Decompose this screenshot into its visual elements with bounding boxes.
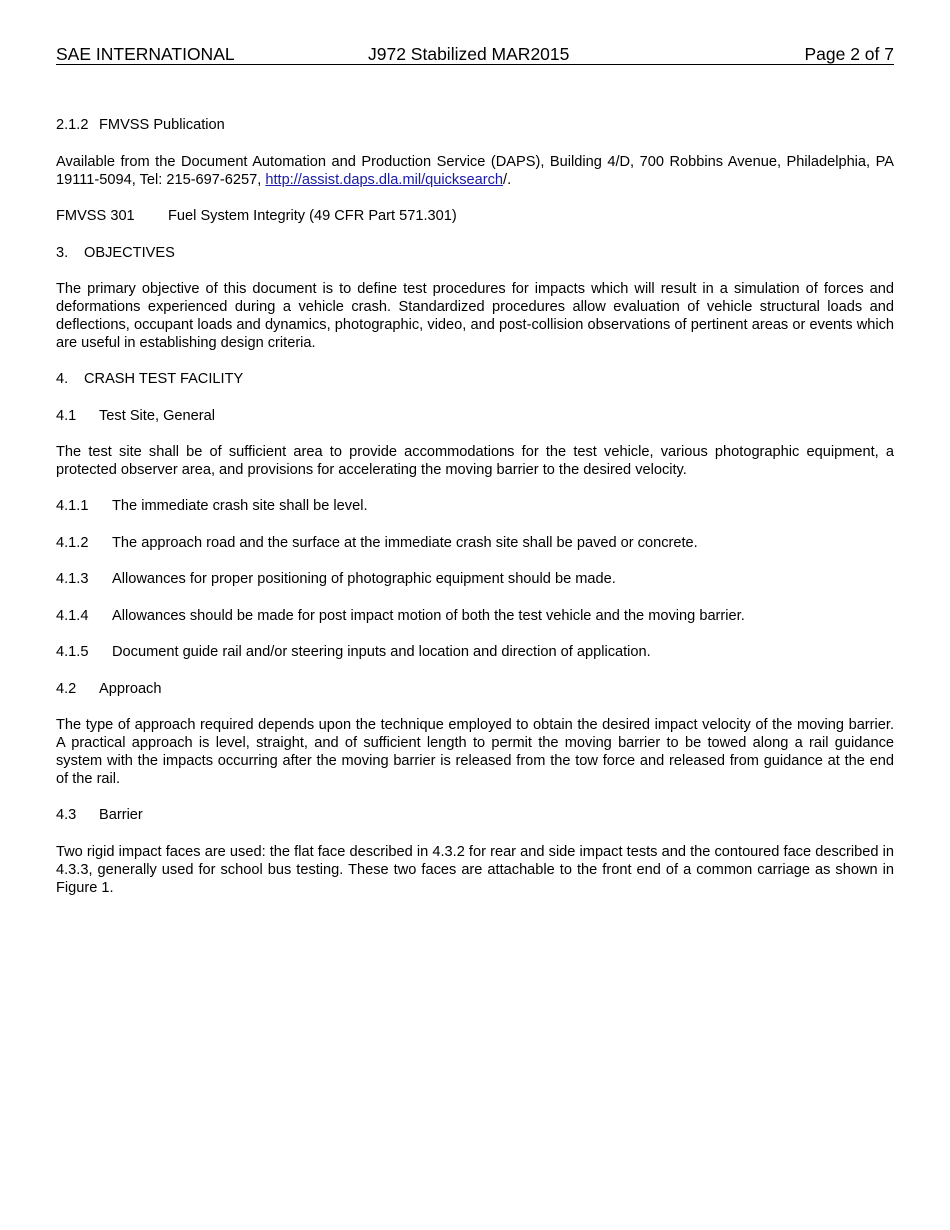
approach-paragraph: The type of approach required depends upon the technique employed to obtain the desired impact velocity of the moving barrier. A practical approach is level, straight, and of sufficient length to permit the moving barrier to be towed along a rail guidance system with the impacts occurring after the moving barrier is released from the tow force and released from guidance at the end of the rail. xyxy=(56,717,894,787)
section-title: CRASH TEST FACILITY xyxy=(84,371,244,387)
item-text: Document guide rail and/or steering inputs and location and direction of application. xyxy=(112,644,651,660)
item-number: 4.1.4 xyxy=(56,608,89,624)
heading-3 xyxy=(56,244,894,262)
section-number: 4.3 xyxy=(56,807,77,823)
section-title: OBJECTIVES xyxy=(84,245,175,261)
heading-2-1-2 xyxy=(56,116,894,134)
heading-4-1 xyxy=(56,407,894,425)
fmvss-reference xyxy=(56,207,894,225)
test-site-paragraph: The test site shall be of sufficient area to provide accommodations for the test vehicle, various photographic equipment, a protected observer area, and provisions for accelerating the moving barrier to the desired velocity. xyxy=(56,444,894,478)
heading-4-2 xyxy=(56,680,894,698)
item-text: The immediate crash site shall be level. xyxy=(112,498,368,514)
header-document-id: J972 Stabilized MAR2015 xyxy=(368,44,570,64)
list-item xyxy=(56,534,894,552)
item-text: Allowances should be made for post impact motion of both the test vehicle and the moving barrier. xyxy=(112,608,745,624)
section-title: Approach xyxy=(99,681,162,697)
reference-id: FMVSS 301 xyxy=(56,208,135,224)
header-page-number: Page 2 of 7 xyxy=(804,44,894,64)
section-number: 4.1 xyxy=(56,408,77,424)
heading-4 xyxy=(56,370,894,388)
section-title: Test Site, General xyxy=(99,408,215,424)
quicksearch-link[interactable]: http://assist.daps.dla.mil/quicksearch xyxy=(265,172,504,188)
item-text: The approach road and the surface at the immediate crash site shall be paved or concrete. xyxy=(112,535,698,551)
item-number: 4.1.3 xyxy=(56,571,89,587)
barrier-paragraph: Two rigid impact faces are used: the flat face described in 4.3.2 for rear and side impact tests and the contoured face described in 4.3.3, generally used for school bus testing. These two faces are attachable to the front end of a common carriage as shown in Figure 1. xyxy=(56,844,894,896)
header-organization: SAE INTERNATIONAL xyxy=(56,44,235,64)
item-number: 4.1.1 xyxy=(56,498,89,514)
reference-title: Fuel System Integrity (49 CFR Part 571.301) xyxy=(168,208,457,224)
availability-text: Available from the Document Automation and Production Service (DAPS), Building 4/D, 700 Robbins Avenue, Philadelphia, PA 19111-5094, Tel: 215-697-6257, xyxy=(56,154,894,188)
section-number: 2.1.2 xyxy=(56,117,89,133)
objectives-paragraph: The primary objective of this document is to define test procedures for impacts which will result in a simulation of forces and deformations experienced during a vehicle crash. Standardized procedures allow evaluation of vehicle structural loads and deflections, occupant loads and dynamics, photographic, video, and post-collision observations of pertinent areas or events which are useful in establishing design criteria. xyxy=(56,281,894,351)
list-item xyxy=(56,497,894,515)
list-item xyxy=(56,607,894,625)
section-number: 4.2 xyxy=(56,681,77,697)
item-text: Allowances for proper positioning of photographic equipment should be made. xyxy=(112,571,616,587)
list-item xyxy=(56,570,894,588)
item-number: 4.1.5 xyxy=(56,644,89,660)
availability-trailing: /. xyxy=(503,172,512,188)
list-item xyxy=(56,643,894,661)
section-number: 4. xyxy=(56,371,69,387)
heading-4-3 xyxy=(56,806,894,824)
section-number: 3. xyxy=(56,245,69,261)
availability-paragraph xyxy=(56,153,894,189)
section-title: Barrier xyxy=(99,807,143,823)
item-number: 4.1.2 xyxy=(56,535,89,551)
section-title: FMVSS Publication xyxy=(99,117,225,133)
page-header xyxy=(56,44,894,65)
